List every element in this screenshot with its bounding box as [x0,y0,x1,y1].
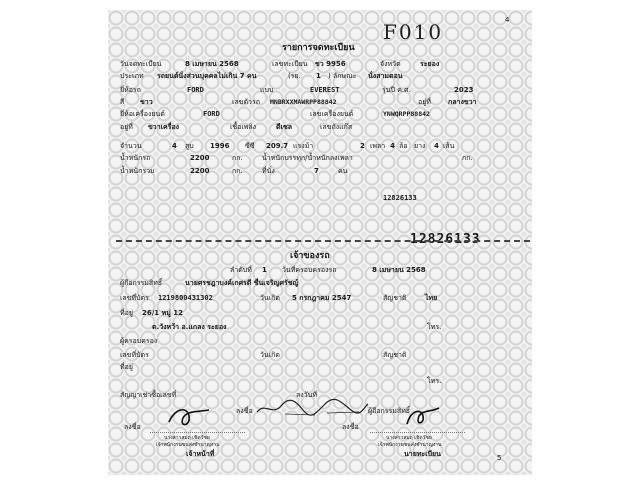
rs-label: (รย. [288,72,301,80]
officer-stamp-name: นางสาวสมฤ เชิดวัชย [164,435,210,441]
seq-value: 1 [262,266,267,274]
chassis-label: เลขตัวรถ [232,98,260,106]
engine-no-value: YNWQRPP88842 [383,110,430,118]
rs-value: 1 [316,72,321,80]
engine-brand-value: FORD [203,110,220,118]
section-divider [116,240,530,242]
page-number-top: 4 [505,16,510,24]
cylinders-label: จำนวน [120,142,142,150]
hp-label: แรงม้า [293,142,314,150]
gross-label: น้ำหนักรวม [120,167,155,175]
wheel-label: ล้อ [399,142,408,150]
lease-date-label: ลงวันที่ [296,391,318,399]
owner-section-title: เจ้าของรถ [290,251,330,261]
engine-pos-label: อยู่ที่ [120,123,133,131]
fuel-value: ดีเซล [276,123,292,131]
load-unit: กก. [462,154,473,162]
year-value: 2023 [454,86,474,94]
registrar-sign-label: ลงชื่อ [342,423,359,431]
lease-no-label: สัญญาเช่าซื้อเลขที่ [120,391,177,399]
seats-unit: คน [338,167,348,175]
cc-value: 1996 [210,142,230,150]
possessor-address-label: ที่อยู่ [120,363,133,371]
gas-tank-label: เลขถังแก๊ส [320,123,353,131]
possessor-birth-label: วันเกิด [260,351,280,359]
tel-label: โทร. [427,323,442,331]
id-label: เลขที่บัตร [120,294,149,302]
reg-date-label: วันจดทะเบียน [120,60,162,68]
possession-date-value: 8 เมษายน 2568 [372,266,426,274]
nationality-label: สัญชาติ [383,294,407,302]
registrar-stamp-role: เจ้าพนักงานขนส่งชำนาญงาน [378,442,442,448]
model-value: EVEREST [310,86,340,94]
province-label: จังหวัด [380,60,401,68]
year-label: รุ่นปี ค.ศ. [382,86,411,94]
gross-value: 2200 [190,167,210,175]
holder-signature [255,398,370,418]
cylinders-value: 4 [172,142,177,150]
axle-value: 2 [360,142,365,150]
hp-value: 209.7 [266,142,289,150]
chassis-pos-value: กลางขวา [448,98,477,106]
holder-sign-suffix: ผู้ถือกรรมสิทธิ์ [368,407,411,415]
weight-label: น้ำหนักรถ [120,154,151,162]
possessor-tel-label: โทร. [427,377,442,385]
officer-sign-label: ลงชื่อ [124,423,141,431]
plate-value: ขว 9956 [315,60,346,68]
weight-value: 2200 [190,154,210,162]
seats-value: 7 [314,167,319,175]
document-number: 12826133 [383,194,417,202]
model-label: แบบ [260,86,274,94]
possessor-nationality-label: สัญชาติ [383,351,407,359]
possessor-label: ผู้ครอบครอง [120,337,158,345]
axle-label: เพลา [370,142,386,150]
page-number-bottom: 5 [497,454,502,462]
color-value: ขาว [140,98,153,106]
engine-pos-value: ขวาเครื่อง [148,123,180,131]
officer-title: เจ้าหน้าที่ [186,450,215,458]
birth-value: 5 กรกฎาคม 2547 [292,294,352,302]
address-line-1: 26/1 หมู่ 12 [142,309,184,317]
registrar-stamp-name: นางสาวสมฤ เชิดวัชย [386,435,432,441]
address-label: ที่อยู่ [120,309,133,317]
holder-label: ผู้ถือกรรมสิทธิ์ [120,279,163,287]
officer-signature [165,402,215,432]
seats-label: ที่นั่ง [262,167,275,175]
color-label: สี [120,98,125,106]
address-line-2: ต.วังหว้า อ.แกลง ระยอง [152,323,227,331]
style-value: นั่งสามตอน [368,72,403,80]
chassis-pos-label: อยู่ที่ [418,98,431,106]
brand-value: FORD [187,86,204,94]
reg-date-value: 8 เมษายน 2568 [185,60,239,68]
chassis-value: MNBRXXMAWRPP88842 [270,98,337,106]
holder-name: นายศรชฎาบงค์เกศรดี ชื่นเจริญศรัชญ์ [185,279,299,287]
province-value: ระยอง [420,60,440,68]
handwritten-code: F010 [383,20,444,44]
tyre-value: 4 [434,142,439,150]
engine-brand-label: ยี่ห้อเครื่องยนต์ [120,110,165,118]
officer-stamp-role: เจ้าพนักงานขนส่งชำนาญงาน [156,442,220,448]
type-label: ประเภท [120,72,144,80]
cc-label: ซีซี [245,142,255,150]
wheel-value: 4 [390,142,395,150]
registrar-title: นายทะเบียน [404,450,441,458]
holder-sign-label: ลงชื่อ [236,407,253,415]
birth-label: วันเกิด [260,294,280,302]
registrar-signature [403,402,443,432]
engine-no-label: เลขเครื่องยนต์ [310,110,354,118]
cylinders-unit: สูบ [185,142,194,150]
type-value: รถยนต์นั่งส่วนบุคคลไม่เกิน 7 คน [157,72,257,80]
id-value: 1219800431302 [158,294,213,302]
brand-label: ยี่ห้อรถ [120,86,141,94]
gross-unit: กก. [232,167,243,175]
registrar-sign-line [370,432,465,433]
weight-unit: กก. [232,154,243,162]
tyre-label: ยาง [414,142,426,150]
style-label: ) ลักษณะ [328,72,357,80]
seq-label: ลำดับที่ [230,266,252,274]
officer-sign-line [150,432,245,433]
tyre-unit: เส้น [443,142,455,150]
possession-date-label: วันที่ครอบครองรถ [282,266,337,274]
document-number-large: 12826133 [410,232,481,247]
nationality-value: ไทย [425,294,438,302]
document-title: รายการจดทะเบียน [282,43,355,53]
fuel-label: เชื้อเพลิง [230,123,257,131]
possessor-id-label: เลขที่บัตร [120,351,149,359]
plate-label: เลขทะเบียน [272,60,308,68]
load-label: น้ำหนักบรรทุก/น้ำหนักลงเพลา [262,154,353,162]
